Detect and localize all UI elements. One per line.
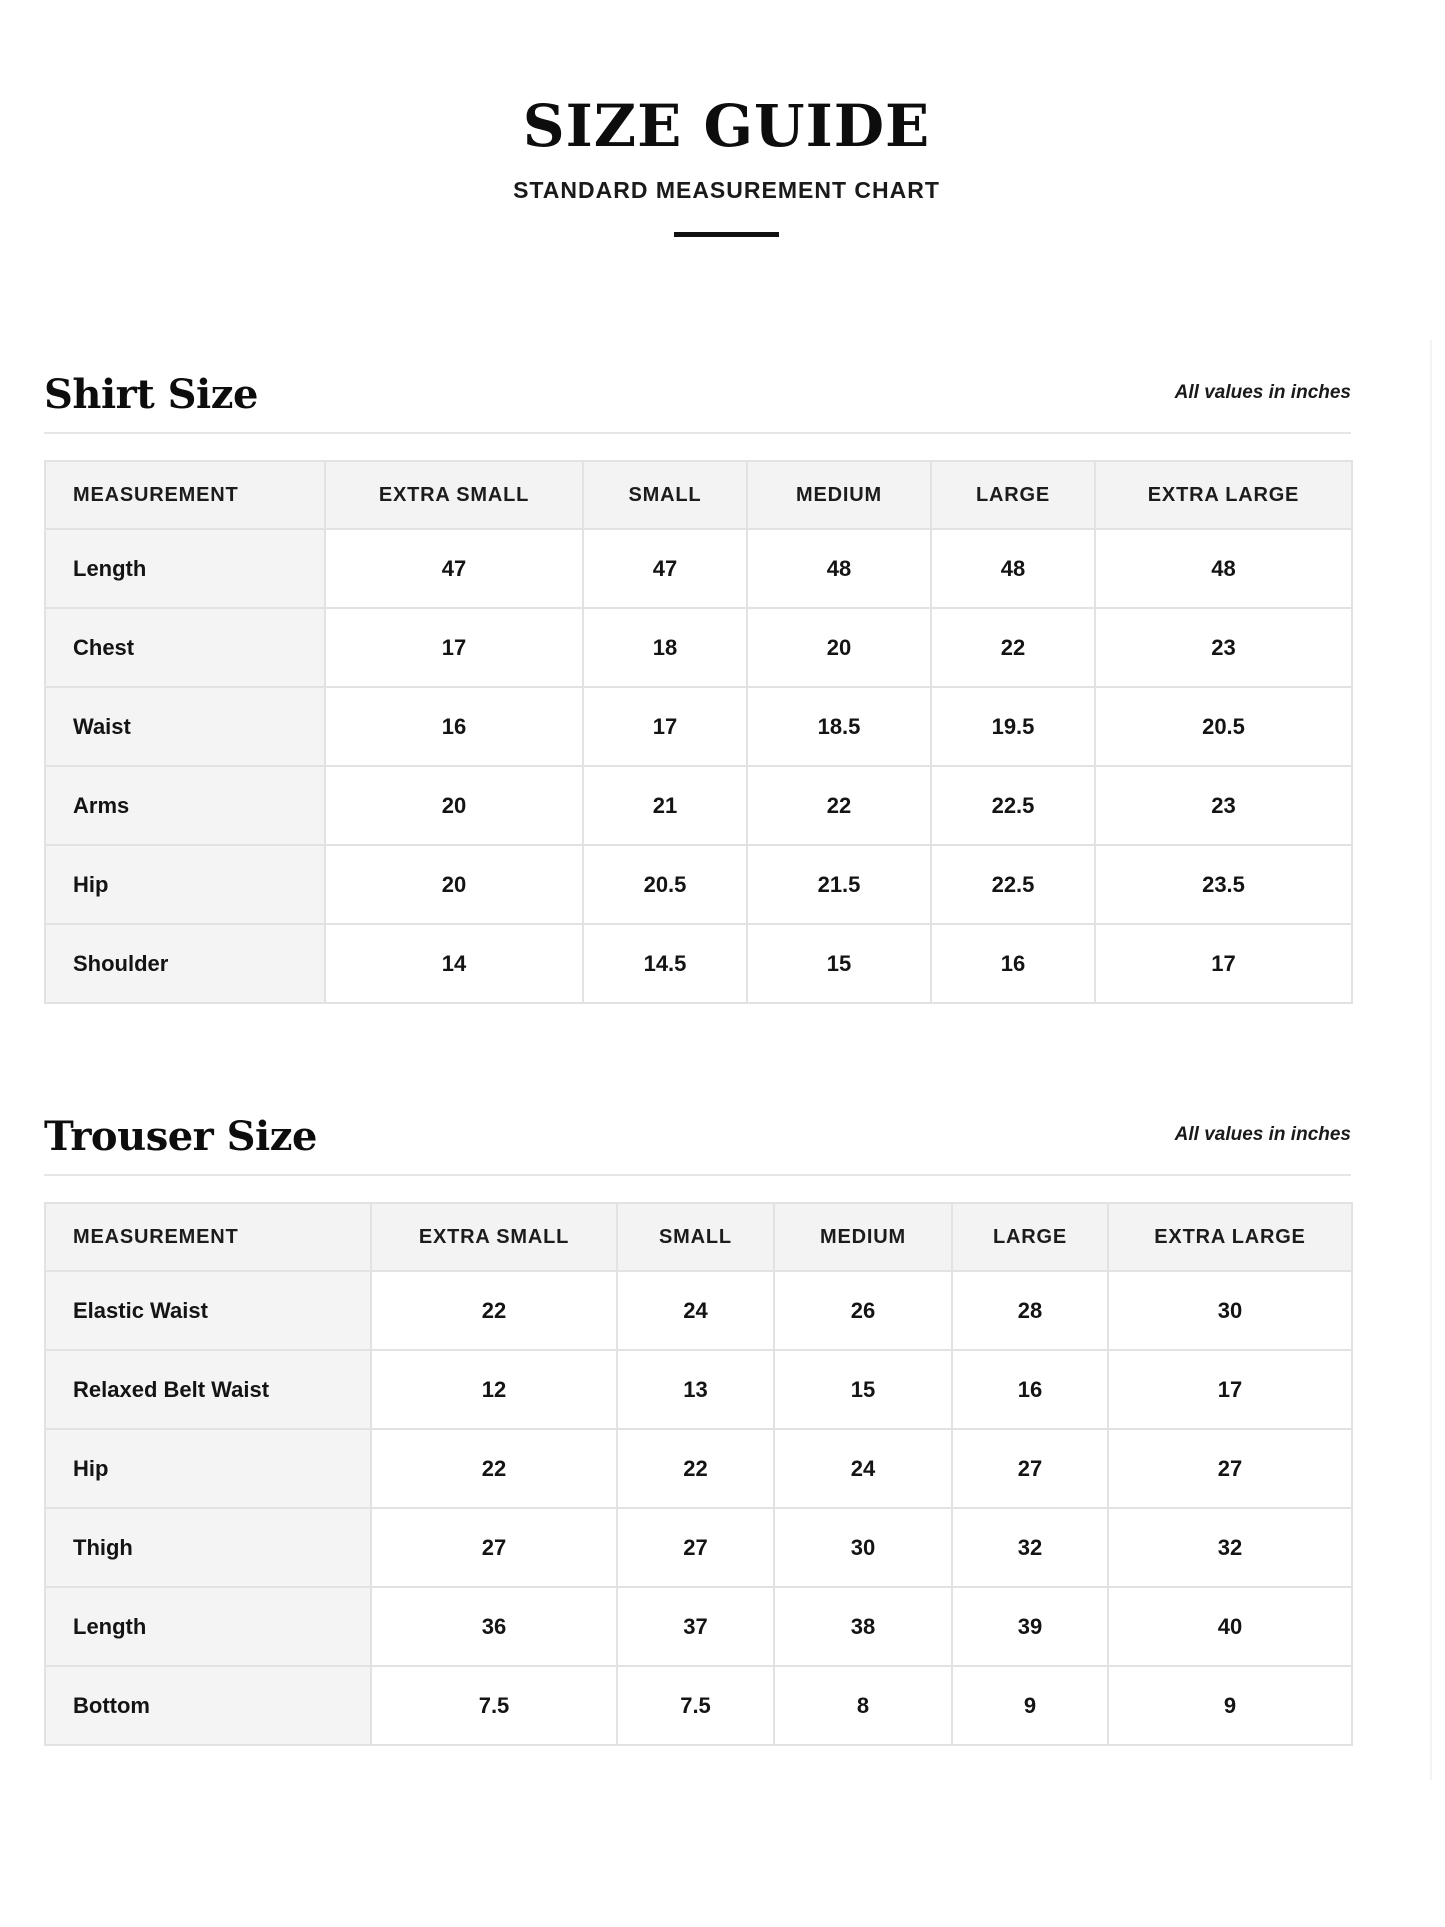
size-value: 47: [583, 529, 747, 608]
table-row: [45, 1271, 1352, 1350]
size-value: 22: [617, 1429, 774, 1508]
size-value: 20: [325, 845, 583, 924]
table-row: [45, 1587, 1352, 1666]
size-value: 22.5: [931, 766, 1095, 845]
size-value: 17: [583, 687, 747, 766]
size-value: 32: [952, 1508, 1108, 1587]
column-header: SMALL: [617, 1203, 774, 1271]
size-value: 27: [371, 1508, 617, 1587]
table-header-row: [45, 461, 1352, 529]
size-value: 37: [617, 1587, 774, 1666]
section-header: [44, 368, 1351, 434]
size-value: 13: [617, 1350, 774, 1429]
size-value: 40: [1108, 1587, 1352, 1666]
size-value: 27: [617, 1508, 774, 1587]
column-header: LARGE: [952, 1203, 1108, 1271]
size-value: 48: [747, 529, 931, 608]
measurement-label: Hip: [45, 845, 325, 924]
column-header: EXTRA LARGE: [1095, 461, 1352, 529]
table-row: [45, 1666, 1352, 1745]
measurement-label: Bottom: [45, 1666, 371, 1745]
size-value: 24: [617, 1271, 774, 1350]
size-value: 22: [931, 608, 1095, 687]
size-value: 15: [747, 924, 931, 1003]
size-value: 22: [371, 1429, 617, 1508]
column-header: EXTRA LARGE: [1108, 1203, 1352, 1271]
size-value: 20.5: [583, 845, 747, 924]
size-value: 16: [952, 1350, 1108, 1429]
size-value: 21.5: [747, 845, 931, 924]
table-row: [45, 687, 1352, 766]
size-value: 20.5: [1095, 687, 1352, 766]
size-value: 7.5: [371, 1666, 617, 1745]
size-value: 23: [1095, 766, 1352, 845]
size-value: 48: [1095, 529, 1352, 608]
trouser-size-table: [44, 1202, 1353, 1746]
size-value: 23: [1095, 608, 1352, 687]
measurement-label: Chest: [45, 608, 325, 687]
size-value: 20: [747, 608, 931, 687]
table-row: [45, 845, 1352, 924]
size-value: 47: [325, 529, 583, 608]
column-header: EXTRA SMALL: [371, 1203, 617, 1271]
column-header: MEDIUM: [747, 461, 931, 529]
size-value: 23.5: [1095, 845, 1352, 924]
measurement-label: Elastic Waist: [45, 1271, 371, 1350]
page-edge-divider: [1430, 340, 1432, 1780]
size-value: 14: [325, 924, 583, 1003]
table-row: [45, 766, 1352, 845]
size-value: 36: [371, 1587, 617, 1666]
size-value: 39: [952, 1587, 1108, 1666]
size-value: 17: [1095, 924, 1352, 1003]
table-row: [45, 608, 1352, 687]
size-value: 30: [774, 1508, 952, 1587]
size-value: 18: [583, 608, 747, 687]
size-value: 26: [774, 1271, 952, 1350]
page-title: SIZE GUIDE: [522, 92, 931, 160]
units-note: All values in inches: [1174, 1124, 1351, 1145]
trouser-size-section: [44, 1110, 1351, 1746]
page-subtitle: STANDARD MEASUREMENT CHART: [513, 176, 940, 203]
measurement-label: Shoulder: [45, 924, 325, 1003]
column-header: MEASUREMENT: [45, 1203, 371, 1271]
size-value: 19.5: [931, 687, 1095, 766]
table-row: [45, 1508, 1352, 1587]
measurement-label: Waist: [45, 687, 325, 766]
size-value: 9: [1108, 1666, 1352, 1745]
measurement-label: Hip: [45, 1429, 371, 1508]
size-value: 8: [774, 1666, 952, 1745]
column-header: EXTRA SMALL: [325, 461, 583, 529]
size-value: 14.5: [583, 924, 747, 1003]
column-header: MEDIUM: [774, 1203, 952, 1271]
size-value: 16: [325, 687, 583, 766]
section-title: Trouser Size: [44, 1113, 317, 1160]
table-row: [45, 1429, 1352, 1508]
page-header: [0, 92, 1445, 237]
measurement-label: Length: [45, 529, 325, 608]
measurement-label: Arms: [45, 766, 325, 845]
column-header: LARGE: [931, 461, 1095, 529]
size-value: 17: [325, 608, 583, 687]
column-header: SMALL: [583, 461, 747, 529]
units-note: All values in inches: [1174, 382, 1351, 403]
section-title: Shirt Size: [44, 371, 258, 418]
table-header-row: [45, 1203, 1352, 1271]
size-value: 38: [774, 1587, 952, 1666]
size-value: 7.5: [617, 1666, 774, 1745]
size-value: 24: [774, 1429, 952, 1508]
shirt-size-table: [44, 460, 1353, 1004]
size-value: 27: [1108, 1429, 1352, 1508]
size-value: 21: [583, 766, 747, 845]
section-header: [44, 1110, 1351, 1176]
size-value: 16: [931, 924, 1095, 1003]
size-value: 27: [952, 1429, 1108, 1508]
size-value: 48: [931, 529, 1095, 608]
size-value: 20: [325, 766, 583, 845]
size-value: 22: [371, 1271, 617, 1350]
column-header: MEASUREMENT: [45, 461, 325, 529]
measurement-label: Thigh: [45, 1508, 371, 1587]
table-row: [45, 924, 1352, 1003]
table-row: [45, 1350, 1352, 1429]
measurement-label: Relaxed Belt Waist: [45, 1350, 371, 1429]
size-value: 15: [774, 1350, 952, 1429]
table-row: [45, 529, 1352, 608]
shirt-size-section: [44, 368, 1351, 1004]
size-value: 9: [952, 1666, 1108, 1745]
size-value: 30: [1108, 1271, 1352, 1350]
size-value: 18.5: [747, 687, 931, 766]
size-value: 22: [747, 766, 931, 845]
size-value: 28: [952, 1271, 1108, 1350]
size-value: 17: [1108, 1350, 1352, 1429]
title-underline: [674, 232, 779, 237]
size-value: 32: [1108, 1508, 1352, 1587]
measurement-label: Length: [45, 1587, 371, 1666]
size-value: 22.5: [931, 845, 1095, 924]
size-value: 12: [371, 1350, 617, 1429]
